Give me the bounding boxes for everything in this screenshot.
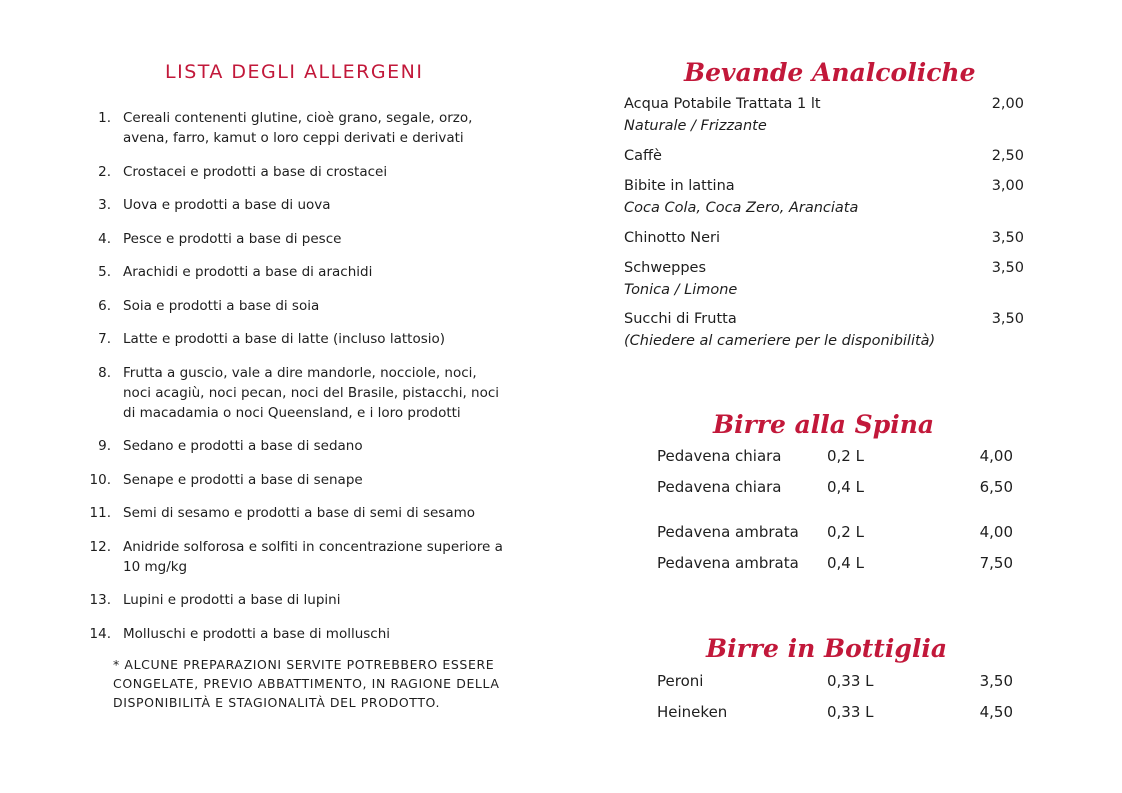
drink-name: Acqua Potabile Trattata 1 lt	[624, 96, 821, 112]
beer-size: 0,4 L	[827, 554, 864, 572]
allergen-text: Soia e prodotti a base di soia	[123, 297, 320, 314]
beer-size: 0,2 L	[827, 447, 864, 465]
allergen-number: 9.	[98, 438, 111, 454]
beer-row	[657, 478, 1013, 500]
allergen-number: 14.	[89, 625, 111, 642]
allergen-number: 6.	[98, 297, 111, 314]
allergen-item	[84, 436, 504, 456]
drink-price: 3,50	[991, 260, 1024, 276]
allergen-number: 5.	[98, 264, 111, 280]
drink-price: 3,50	[991, 230, 1024, 246]
allergen-item	[84, 195, 504, 215]
allergen-item	[84, 590, 504, 610]
allergen-item	[84, 262, 504, 282]
beer-price: 3,50	[979, 672, 1013, 690]
allergen-number: 2.	[98, 163, 111, 180]
allergen-text: Sedano e prodotti a base di sedano	[123, 438, 363, 454]
drink-price: 2,50	[991, 148, 1024, 164]
drink-description: Naturale / Frizzante	[624, 118, 767, 134]
draft-beers-title: Birre alla Spina	[713, 410, 935, 439]
allergen-item	[84, 503, 504, 523]
allergen-number: 7.	[98, 331, 111, 347]
beer-row	[657, 523, 1013, 545]
allergen-list	[84, 108, 504, 657]
allergen-number: 13.	[89, 592, 111, 608]
allergen-item	[84, 470, 504, 490]
drink-item	[624, 93, 1024, 137]
beer-row	[657, 703, 1013, 725]
allergen-text: Semi di sesamo e prodotti a base di semi di sesamo	[123, 505, 476, 521]
allergen-text: Arachidi e prodotti a base di arachidi	[123, 264, 373, 280]
allergen-text: Frutta a guscio, vale a dire mandorle, nocciole, noci, noci acagiù, noci pecan, noci del Brasile, pistacchi, noci di macadamia o noci Queensland, e i loro prodotti	[123, 364, 500, 421]
beer-size: 0,2 L	[827, 523, 864, 541]
beer-price: 7,50	[979, 554, 1013, 572]
beer-row	[657, 554, 1013, 576]
beer-name: Pedavena ambrata	[657, 554, 799, 572]
allergen-list-title: LISTA DEGLI ALLERGENI	[165, 61, 424, 83]
drink-item	[624, 308, 1024, 352]
drink-name: Schweppes	[624, 260, 707, 276]
drink-description: (Chiedere al cameriere per le disponibilità)	[624, 333, 936, 349]
drink-name: Bibite in lattina	[624, 178, 735, 194]
drink-price: 2,00	[991, 96, 1024, 112]
allergen-item	[84, 296, 504, 316]
drink-description: Tonica / Limone	[624, 282, 738, 298]
beer-name: Heineken	[657, 703, 728, 721]
bottled-beers-title: Birre in Bottiglia	[706, 634, 948, 663]
drink-item	[624, 175, 1024, 219]
beer-size: 0,4 L	[827, 478, 864, 496]
allergen-text: Crostacei e prodotti a base di crostacei	[123, 163, 388, 180]
allergen-text: Molluschi e prodotti a base di molluschi	[123, 625, 391, 642]
allergen-number: 3.	[98, 197, 111, 213]
allergen-number: 4.	[98, 230, 111, 247]
drink-name: Succhi di Frutta	[624, 311, 737, 327]
drink-item	[624, 145, 1024, 167]
beer-price: 6,50	[979, 478, 1013, 496]
allergen-text: Senape e prodotti a base di senape	[123, 471, 363, 488]
allergen-text: Lupini e prodotti a base di lupini	[123, 592, 341, 608]
beer-size: 0,33 L	[827, 703, 874, 721]
allergen-item	[84, 537, 504, 577]
allergen-text: Cereali contenenti glutine, cioè grano, segale, orzo, avena, farro, kamut o loro ceppi derivati e derivati	[123, 110, 473, 146]
allergen-number: 1.	[98, 110, 111, 126]
allergen-number: 8.	[98, 364, 111, 381]
allergen-item	[84, 108, 504, 148]
allergen-item	[84, 162, 504, 182]
allergen-text: Anidride solforosa e solfiti in concentrazione superiore a 10 mg/kg	[123, 538, 503, 575]
beer-name: Peroni	[657, 672, 704, 690]
allergen-text: Uova e prodotti a base di uova	[123, 197, 331, 213]
drink-item	[624, 227, 1024, 249]
beer-price: 4,00	[979, 447, 1013, 465]
allergen-item	[84, 229, 504, 249]
beer-name: Pedavena chiara	[657, 447, 782, 465]
beer-name: Pedavena ambrata	[657, 523, 799, 541]
allergen-number: 12.	[89, 538, 111, 555]
beer-row	[657, 672, 1013, 694]
drink-name: Chinotto Neri	[624, 230, 721, 246]
soft-drinks-title: Bevande Analcoliche	[684, 58, 976, 87]
beer-name: Pedavena chiara	[657, 478, 782, 496]
allergen-item	[84, 329, 504, 349]
drink-name: Caffè	[624, 148, 662, 164]
allergen-item	[84, 363, 504, 423]
allergen-text: Pesce e prodotti a base di pesce	[123, 230, 342, 247]
allergen-item	[84, 624, 504, 644]
beer-size: 0,33 L	[827, 672, 874, 690]
drink-item	[624, 257, 1024, 301]
allergen-text: Latte e prodotti a base di latte (incluso lattosio)	[123, 331, 446, 347]
drink-description: Coca Cola, Coca Zero, Aranciata	[624, 200, 859, 216]
beer-price: 4,00	[979, 523, 1013, 541]
drink-price: 3,00	[991, 178, 1024, 194]
drink-price: 3,50	[991, 311, 1024, 327]
allergen-number: 11.	[89, 505, 111, 521]
allergen-number: 10.	[89, 471, 111, 488]
beer-price: 4,50	[979, 703, 1013, 721]
allergen-footnote: * ALCUNE PREPARAZIONI SERVITE POTREBBERO ESSERE CONGELATE, PREVIO ABBATTIMENTO, IN RAGIONE DELLA DISPONIBILITÀ E STAGIONALITÀ DEL PRODOTTO.	[113, 657, 500, 710]
beer-row	[657, 447, 1013, 469]
